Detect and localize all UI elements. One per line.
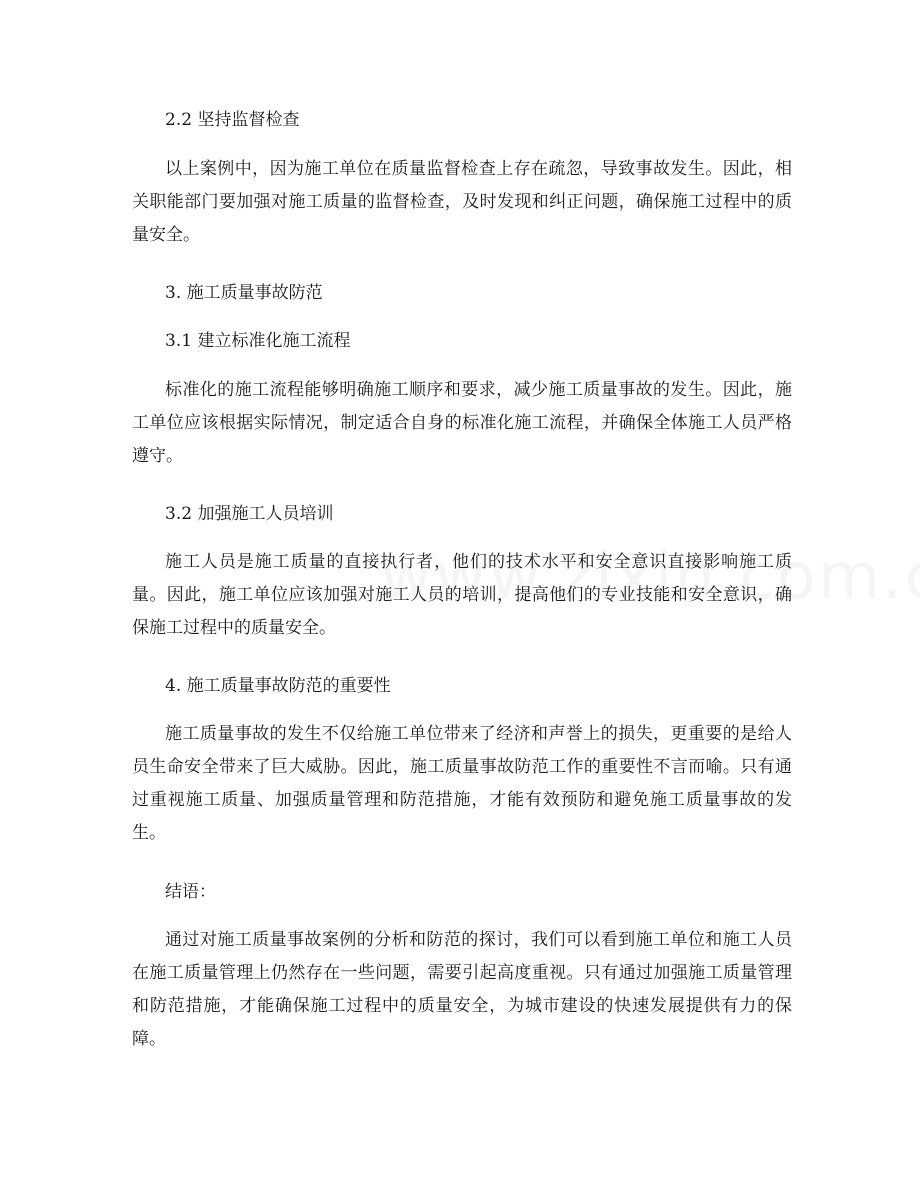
paragraph-training: 施工人员是施工质量的直接执行者，他们的技术水平和安全意识直接影响施工质量。因此，施工单位应该加强对施工人员的培训，提高他们的专业技能和安全意识，确保施工过程中的质量安全。 xyxy=(132,552,792,638)
section-heading-conclusion: 结语： xyxy=(165,882,216,902)
section-heading-3: 3. 施工质量事故防范 xyxy=(165,283,323,303)
paragraph-supervision: 以上案例中，因为施工单位在质量监督检查上存在疏忽，导致事故发生。因此，相关职能部门要加强对施工质量的监督检查，及时发现和纠正问题，确保施工过程中的质量安全。 xyxy=(132,159,792,245)
section-heading-4: 4. 施工质量事故防范的重要性 xyxy=(165,676,391,696)
section-heading-3-2: 3.2 加强施工人员培训 xyxy=(165,504,334,524)
paragraph-conclusion: 通过对施工质量事故案例的分析和防范的探讨，我们可以看到施工单位和施工人员在施工质量管理上仍然存在一些问题，需要引起高度重视。只有通过加强施工质量管理和防范措施，才能确保施工过程中的质量安全，为城市建设的快速发展提供有力的保障。 xyxy=(132,930,792,1049)
section-heading-2-2: 2.2 坚持监督检查 xyxy=(165,110,300,130)
section-heading-3-1: 3.1 建立标准化施工流程 xyxy=(165,331,351,351)
paragraph-standardization: 标准化的施工流程能够明确施工顺序和要求，减少施工质量事故的发生。因此，施工单位应该根据实际情况，制定适合自身的标准化施工流程，并确保全体施工人员严格遵守。 xyxy=(132,380,792,466)
paragraph-importance: 施工质量事故的发生不仅给施工单位带来了经济和声誉上的损失，更重要的是给人员生命安全带来了巨大威胁。因此，施工质量事故防范工作的重要性不言而喻。只有通过重视施工质量、加强质量管理和防范措施，才能有效预防和避免施工质量事故的发生。 xyxy=(132,724,792,843)
